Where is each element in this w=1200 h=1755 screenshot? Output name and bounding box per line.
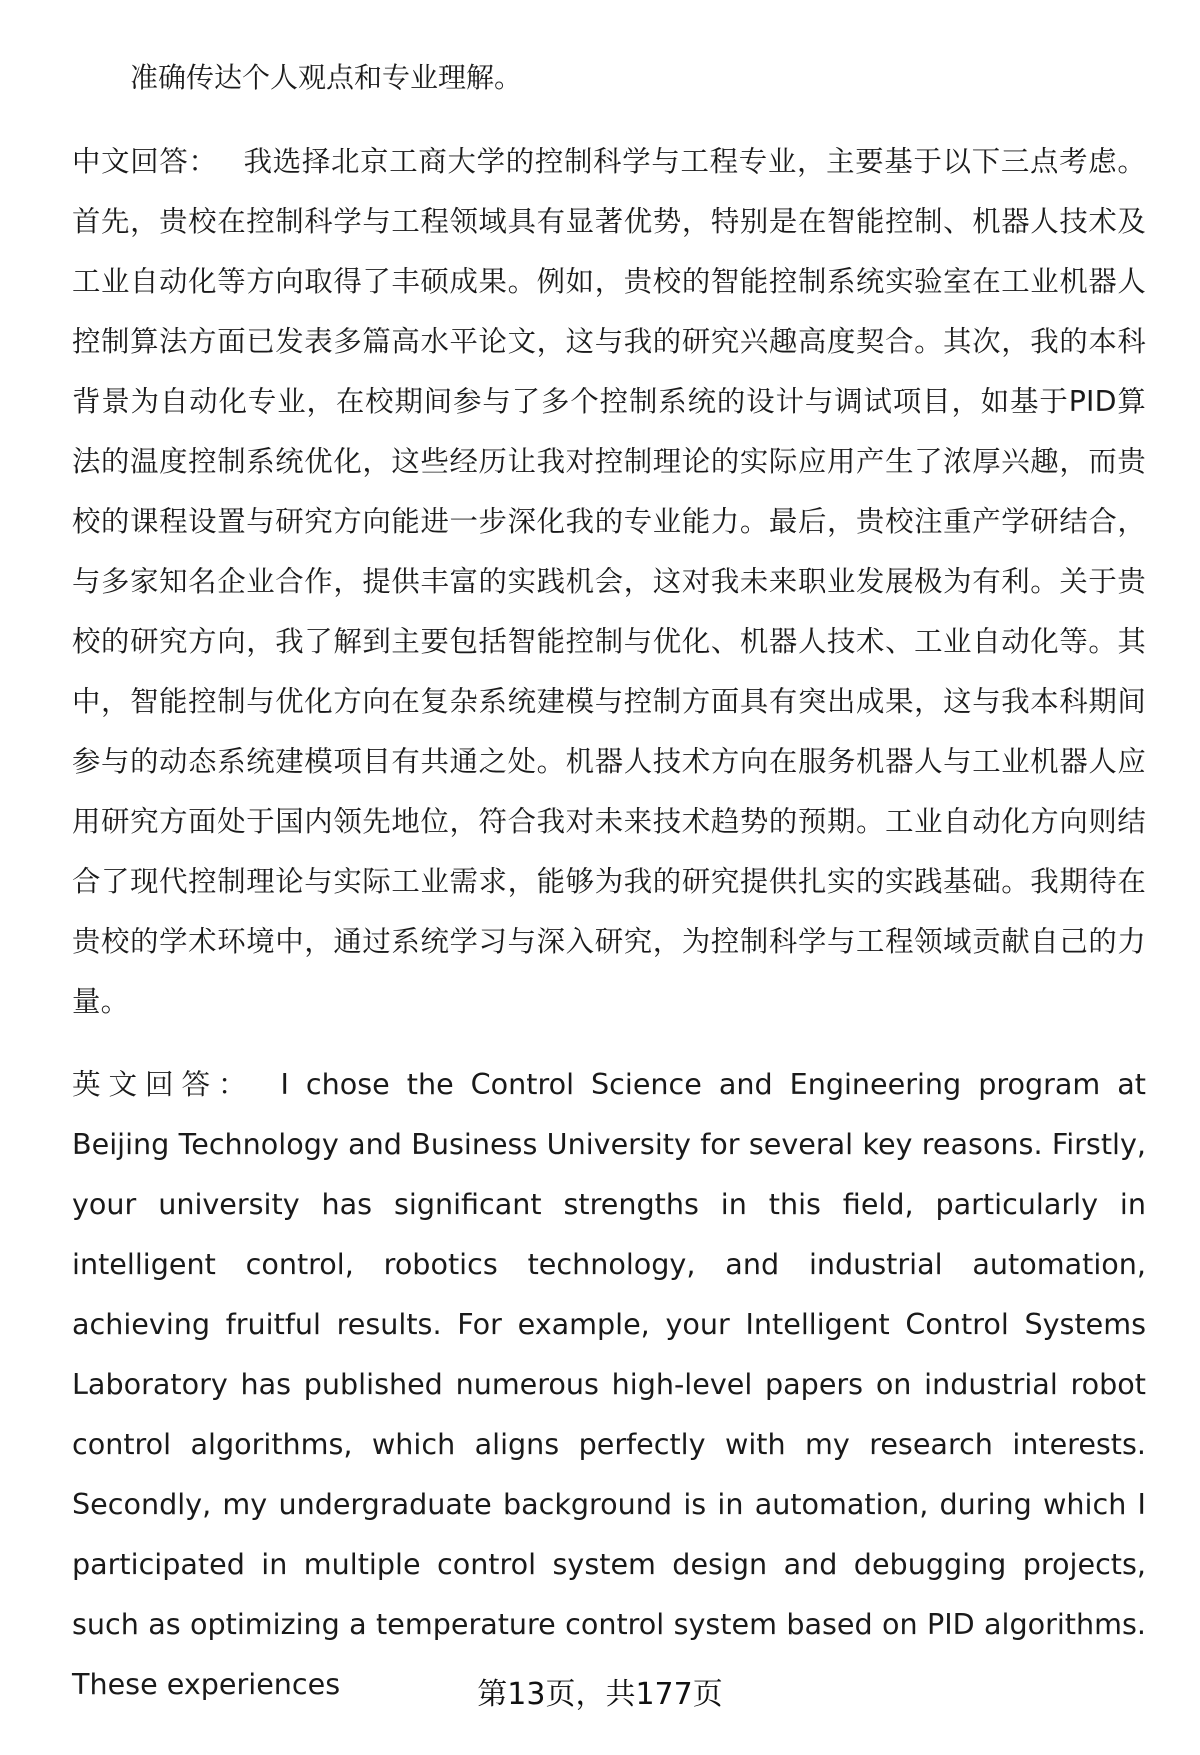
chinese-answer-text: 我选择北京工商大学的控制科学与工程专业，主要基于以下三点考虑。首先，贵校在控制科学与工程领域具有显著优势，特别是在智能控制、机器人技术及工业自动化等方向取得了丰硕成果。例如，贵校的智能控制系统实验室在工业机器人控制算法方面已发表多篇高水平论文，这与我的研究兴趣高度契合。其次，我的本科背景为自动化专业，在校期间参与了多个控制系统的设计与调试项目，如基于PID算法的温度控制系统优化，这些经历让我对控制理论的实际应用产生了浓厚兴趣，而贵校的课程设置与研究方向能进一步深化我的专业能力。最后，贵校注重产学研结合，与多家知名企业合作，提供丰富的实践机会，这对我未来职业发展极为有利。关于贵校的研究方向，我了解到主要包括智能控制与优化、机器人技术、工业自动化等。其中，智能控制与优化方向在复杂系统建模与控制方面具有突出成果，这与我本科期间参与的动态系统建模项目有共通之处。机器人技术方向在服务机器人与工业机器人应用研究方面处于国内领先地位，符合我对未来技术趋势的预期。工业自动化方向则结合了现代控制理论与实际工业需求，能够为我的研究提供扎实的实践基础。我期待在贵校的学术环境中，通过系统学习与深入研究，为控制科学与工程领域贡献自己的力量。 bbox=[72, 145, 1146, 1018]
english-answer-paragraph bbox=[72, 1054, 1146, 1714]
english-answer-label: 英文回答： bbox=[72, 1067, 255, 1101]
english-answer-text: I chose the Control Science and Engineering program at Beijing Technology and Business University for several key reasons. Firstly, your university has significant strengths in this field, particularly in intelligent control, robotics technology, and industrial automation, achieving fruitful results. For example, your Intelligent Control Systems Laboratory has published numerous high-level papers on industrial robot control algorithms, which aligns perfectly with my research interests. Secondly, my undergraduate background is in automation, during which I participated in multiple control system design and debugging projects, such as optimizing a temperature control system based on PID algorithms. These experiences bbox=[72, 1067, 1146, 1701]
chinese-answer-paragraph bbox=[72, 132, 1146, 1032]
chinese-answer-label: 中文回答： bbox=[72, 145, 218, 178]
lead-line: 准确传达个人观点和专业理解。 bbox=[130, 61, 523, 94]
page-number-footer: 第13页，共177页 bbox=[477, 1677, 723, 1712]
